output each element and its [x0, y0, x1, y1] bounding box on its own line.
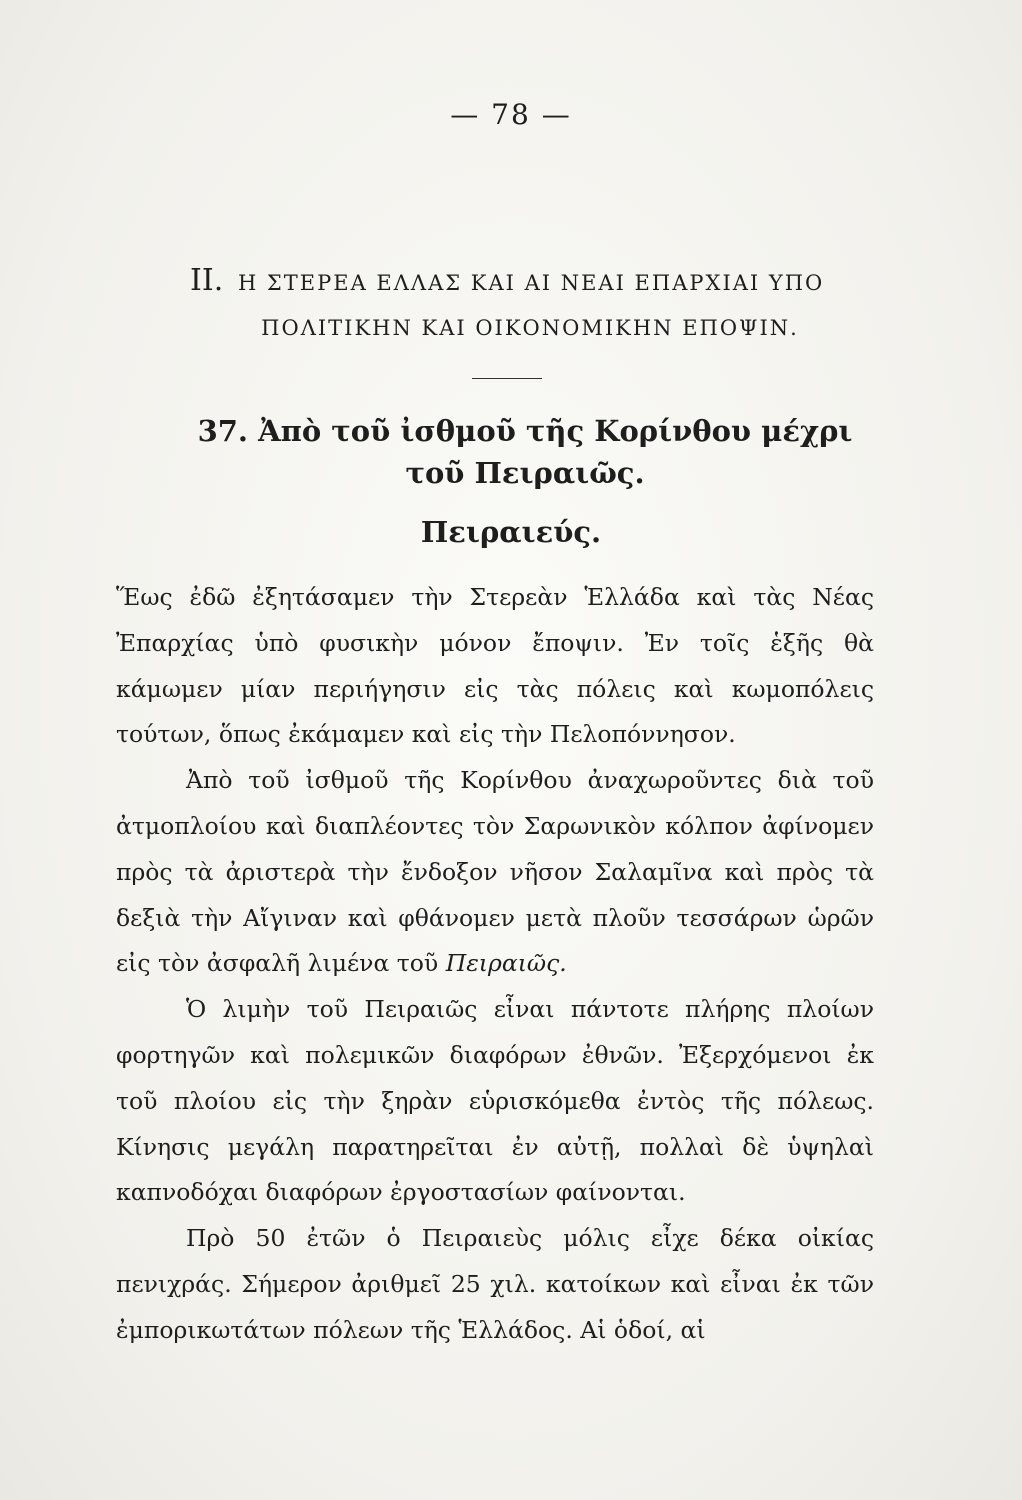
paragraph-4: Πρὸ 50 ἐτῶν ὁ Πειραιεὺς μόλις εἶχε δέκα οἰκίας πενιχράς. Σήμερον ἀριθμεῖ 25 χιλ. κατοίκων καὶ εἶναι ἐκ τῶν ἐμπορικωτάτων πόλεων τῆς Ἑλλάδος. Αἱ ὁδοί, αἱ — [116, 1224, 874, 1344]
paragraph-2-emphasis: Πειραιῶς. — [445, 949, 567, 978]
section-heading — [190, 252, 860, 349]
section-number: II. — [190, 263, 224, 298]
body-text — [116, 575, 874, 1354]
section-heading-line-1: Η ΣΤΕΡΕΑ ΕΛΛΑΣ ΚΑΙ ΑΙ ΝΕΑΙ ΕΠΑΡΧΙΑΙ ΥΠΟ — [237, 271, 825, 295]
chapter-title: 37. Ἀπὸ τοῦ ἰσθμοῦ τῆς Κορίνθου μέχρι τοῦ Πειραιῶς. — [197, 414, 853, 491]
paragraph-2 — [116, 758, 874, 987]
divider-rule — [472, 378, 542, 379]
paragraph-3: Ὁ λιμὴν τοῦ Πειραιῶς εἶναι πάντοτε πλήρης πλοίων φορτηγῶν καὶ πολεμικῶν διαφόρων ἐθνῶν. Ἐξερχόμενοι ἐκ τοῦ πλοίου εἰς τὴν ξηρὰν εὑρισκόμεθα ἐντὸς τῆς πόλεως. Κίνησις μεγάλη παρατηρεῖται ἐν αὐτῇ, πολλαὶ δὲ ὑψηλαὶ καπνοδόχαι διαφόρων ἐργοστασίων φαίνονται. — [116, 995, 874, 1207]
section-heading-line-2: ΠΟΛΙΤΙΚΗΝ ΚΑΙ ΟΙΚΟΝΟΜΙΚΗΝ ΕΠΟΨΙΝ. — [261, 316, 799, 340]
paragraph-2-text: Ἀπὸ τοῦ ἰσθμοῦ τῆς Κορίνθου ἀναχωροῦντες διὰ τοῦ ἀτμοπλοίου καὶ διαπλέοντες τὸν Σαρωνικὸν κόλπον ἀφίνομεν πρὸς τὰ ἀριστερὰ τὴν ἔνδοξον νῆσον Σαλαμῖνα καὶ πρὸς τὰ δεξιὰ τὴν Αἴγιναν καὶ φθάνομεν μετὰ πλοῦν τεσσάρων ὡρῶν εἰς τὸν ἀσφαλῆ λιμένα τοῦ — [116, 766, 874, 978]
page-number: — 78 — — [450, 98, 572, 131]
chapter-subtitle: Πειραιεύς. — [420, 515, 602, 549]
paragraph-1: Ἕως ἐδῶ ἐξητάσαμεν τὴν Στερεὰν Ἑλλάδα καὶ τὰς Νέας Ἐπαρχίας ὑπὸ φυσικὴν μόνον ἔποψιν. Ἐν τοῖς ἑξῆς θὰ κάμωμεν μίαν περιήγησιν εἰς τὰς πόλεις καὶ κωμοπόλεις τούτων, ὅπως ἐκάμαμεν καὶ εἰς τὴν Πελοπόννησον. — [116, 583, 874, 749]
